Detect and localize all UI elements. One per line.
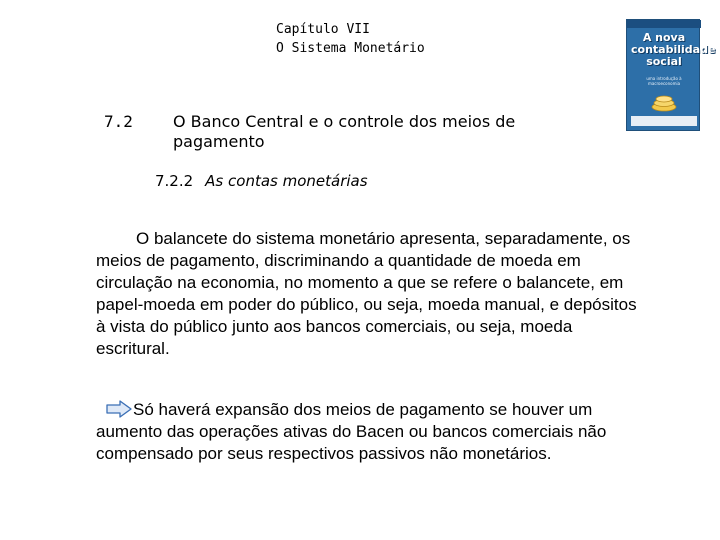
cover-footer <box>631 116 697 126</box>
book-cover-image <box>626 19 716 131</box>
cover-top-band <box>627 20 701 28</box>
subsection-heading <box>155 172 368 190</box>
section-number: 7.2 <box>104 112 133 131</box>
book-cover-subtitle: uma introdução à macroeconomia <box>646 76 682 86</box>
chapter-header <box>276 20 425 58</box>
chapter-subtitle: O Sistema Monetário <box>276 41 425 56</box>
chapter-title: Capítulo VII <box>276 22 370 37</box>
subsection-title: As contas monetárias <box>205 172 368 190</box>
coins-icon <box>649 92 679 112</box>
subsection-number: 7.2.2 <box>155 172 194 190</box>
note-text: Só haverá expansão dos meios de pagamento se houver um aumento das operações ativas do Bacen ou bancos comerciais não compensado por seus respectivos passivos não monetários. <box>96 400 607 463</box>
note-paragraph <box>96 399 644 465</box>
book-cover-title: A nova contabilidade social <box>631 31 716 68</box>
section-title: O Banco Central e o controle dos meios de pagamento <box>173 112 516 151</box>
right-arrow-icon <box>106 400 132 418</box>
body-paragraph: O balancete do sistema monetário apresenta, separadamente, os meios de pagamento, discriminando a quantidade de moeda em circulação na economia, no momento a que se refere o balancete, em papel-moeda em poder do público, ou seja, moeda manual, e depósitos à vista do público junto aos bancos comerciais, ou seja, moeda escritural. <box>96 229 637 358</box>
